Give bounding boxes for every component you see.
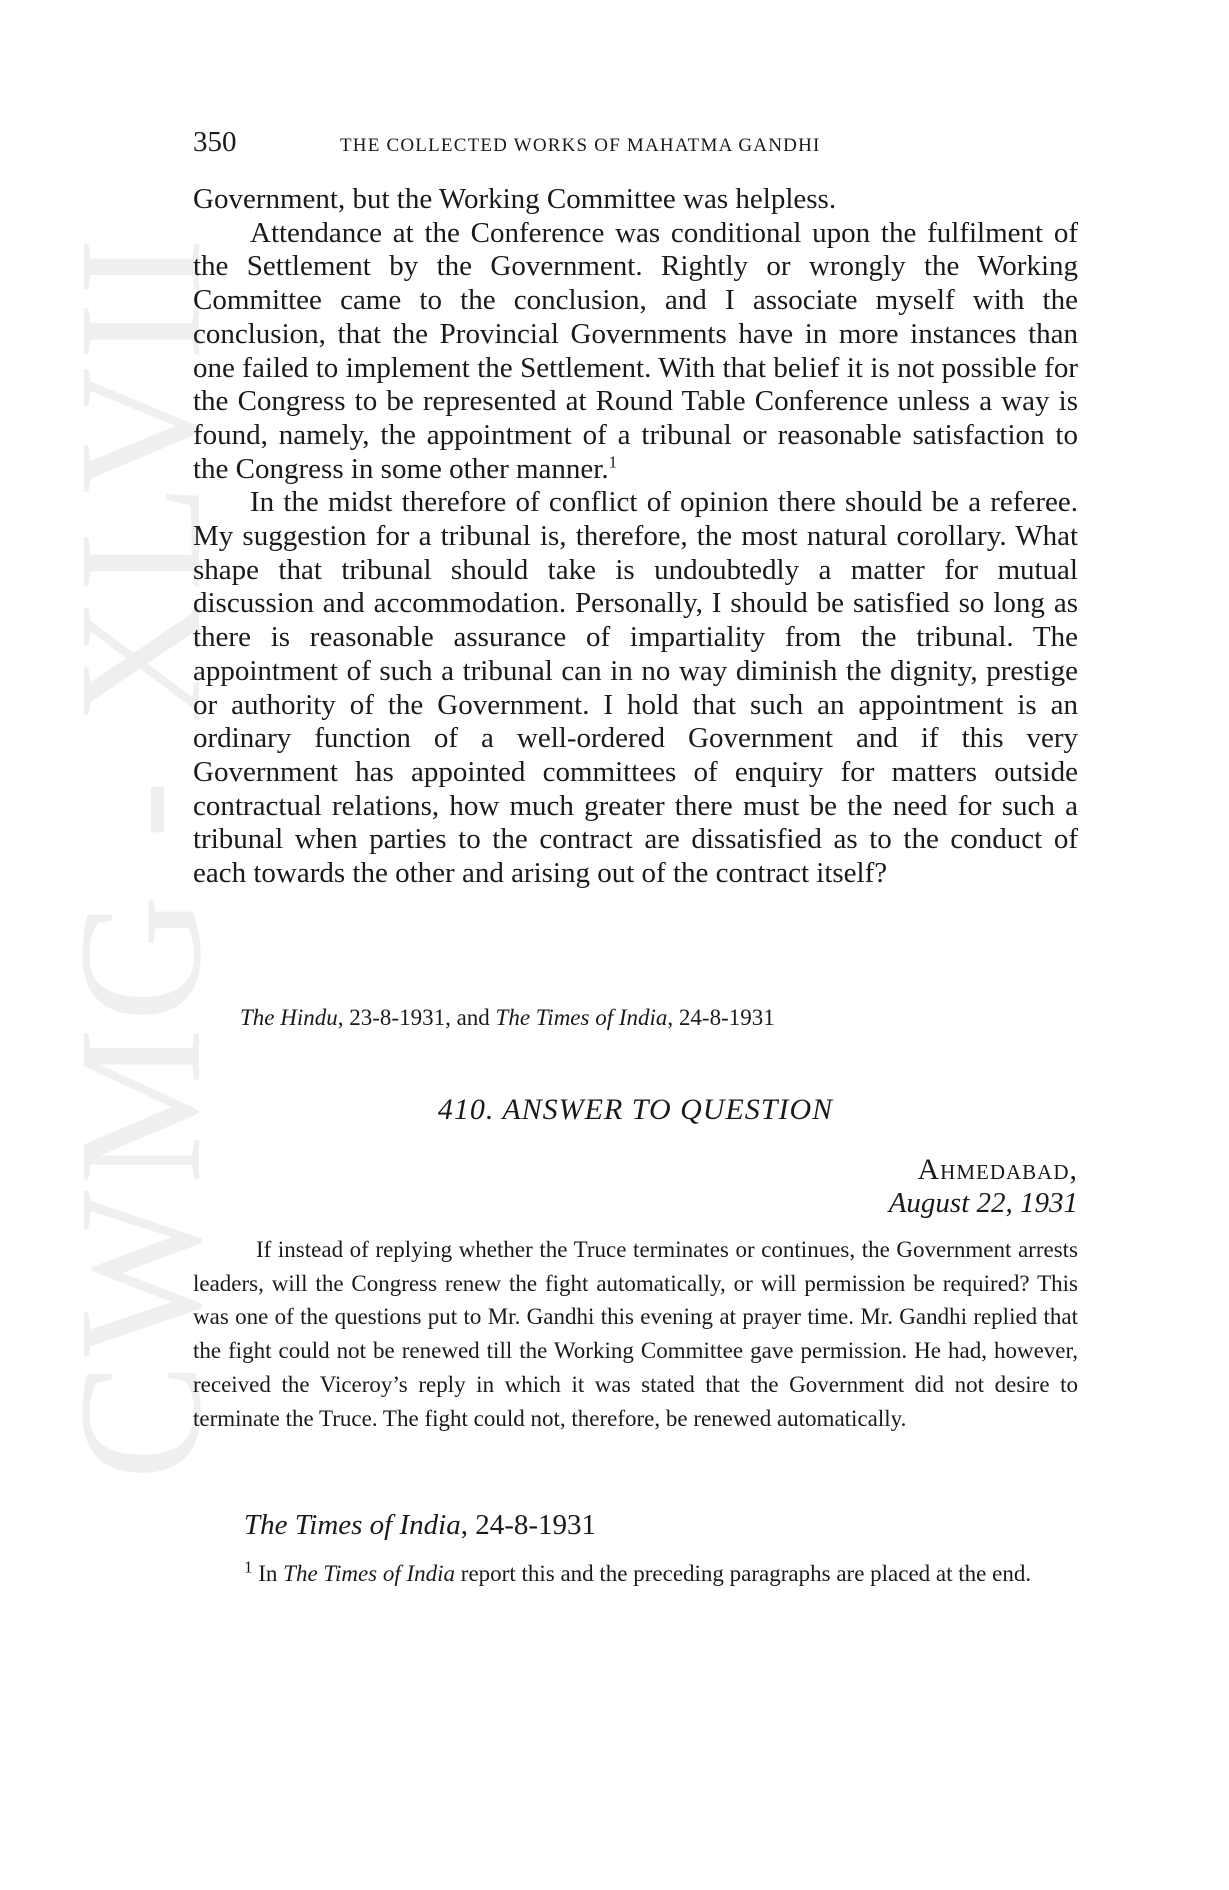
running-head-title: THE COLLECTED WORKS OF MAHATMA GANDHI — [340, 135, 821, 156]
paragraph-3-text: In the midst therefore of conflict of opinion there should be a referee. My suggestion for a tribunal is, therefore, the most natural corollary. What shape that tribunal should take is undoubtedly a matter for mutual discussion and accommodation. Personally, I should be satisfied so long as there is reasonable assurance of impartiality from the tribunal. The appointment of such a tribunal can in no way diminish the dignity, prestige or authority of the Government. I hold that such an appointment is an ordinary function of a well-ordered Government and if this very Government has appointed committees of enquiry for matters outside contractual relations, how much greater there must be the need for such a tribunal when parties to the contract are dissatisfied as to the conduct of each towards the other and arising out of the contract itself? — [193, 486, 1078, 890]
paragraph-3 — [193, 486, 1078, 890]
body-text — [193, 183, 1078, 891]
source-citation-2 — [244, 1509, 596, 1542]
source-publication-hindu: The Hindu — [240, 1005, 338, 1030]
footnote-text-after: report this and the preceding paragraphs are placed at the end. — [455, 1561, 1032, 1586]
footnote-paragraph — [193, 1557, 1078, 1591]
report-text — [193, 1233, 1078, 1435]
source-citation-1 — [240, 1005, 775, 1031]
dateline-place: Ahmedabad, — [917, 1153, 1078, 1186]
source2-date: , 24-8-1931 — [460, 1509, 597, 1541]
page-number: 350 — [193, 126, 237, 158]
paragraph-1 — [193, 183, 1078, 217]
footnote-publication: The Times of India — [283, 1561, 456, 1586]
source-publication-times: The Times of India — [495, 1005, 668, 1030]
paragraph-2 — [193, 217, 1078, 487]
source-date-2: , 24-8-1931 — [667, 1005, 775, 1030]
source-date-1: , 23-8-1931, and — [337, 1005, 496, 1030]
footnote — [193, 1557, 1078, 1591]
report-paragraph: If instead of replying whether the Truce terminates or continues, the Government arrests leaders, will the Congress renew the fight automatically, or will permission be required? This was one of the questions put to Mr. Gandhi this evening at prayer time. Mr. Gandhi replied that the fight could not be renewed till the Working Committee gave permission. He had, however, received the Viceroy’s reply in which it was stated that the Government did not desire to terminate the Truce. The fight could not, therefore, be renewed automatically. — [193, 1237, 1078, 1431]
footnote-text-before: In — [252, 1561, 284, 1586]
footnote-reference[interactable]: 1 — [608, 451, 618, 471]
paragraph-2-text: Attendance at the Conference was conditional upon the fulfilment of the Settlement by the Government. Rightly or wrongly the Working Committee came to the conclusion, and I associate myself with the conclusion, that the Provincial Governments have in more instances than one failed to implement the Settlement. With that belief it is not possible for the Congress to be represented at Round Table Conference unless a way is found, namely, the appointment of a tribunal or reasonable satisfaction to the Congress in some other manner. — [193, 216, 1078, 485]
footnote-mark: 1 — [244, 1557, 253, 1577]
source2-publication: The Times of India — [244, 1509, 461, 1541]
paragraph-1-text: Government, but the Working Committee was helpless. — [193, 183, 837, 215]
section-title: 410. ANSWER TO QUESTION — [437, 1093, 834, 1126]
dateline-date: August 22, 1931 — [888, 1187, 1078, 1219]
running-head — [193, 126, 1078, 166]
watermark: CWMG - XLVII — [43, 231, 238, 1480]
